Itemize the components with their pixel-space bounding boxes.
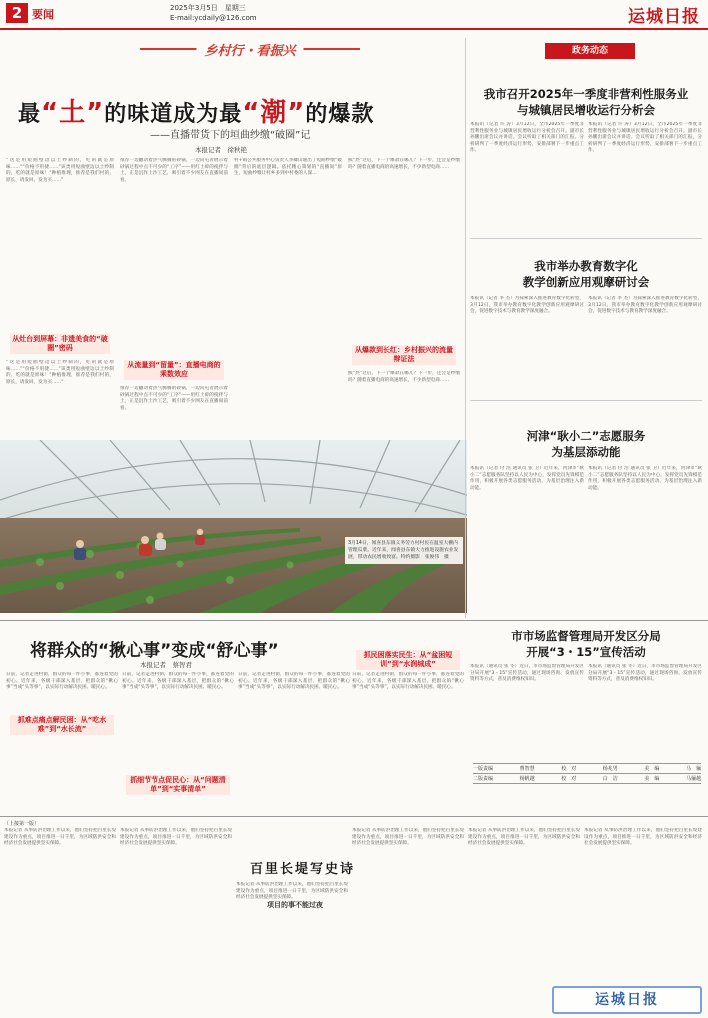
article-3-title-line-1: 河津“耿小二”志愿服务 — [526, 429, 646, 443]
feature-2-headline: 将群众的“揪心事”变成“舒心事” — [30, 641, 279, 661]
headline-part-3: 的爆款 — [305, 102, 375, 127]
bottom-column-6: 本报记者 从事防洪治理工作以来，他们坚持把百里长堤建设作为重点，项目推进一日千里，为区域防洪安全和经济社会发展提供坚实保障。 — [584, 828, 702, 847]
lead-column-2: 推荐一边翻动着热气腾腾的砂锅，一边向屯者展示着砂锅过程中点不可少的“工序”——用红土碎的搅拌与土，正是沉作土沙工艺，吸引着不少网友在直播间前看。 — [120, 158, 228, 183]
credit-value: 杨帆越 — [519, 776, 535, 782]
article-2-title-line-1: 我市举办教育数字化 — [534, 259, 638, 273]
feature-2-column-1: 日前，记者走进村街，群众的每一件小事，都连着党的初心。近年来，各级干部深入基层，把群众的“揪心事”当成“头等事”，以实际行动解决民困、暖民心。 — [6, 672, 118, 691]
lead-column-2b: 推荐一边翻动着热气腾腾的砂锅，一边向屯者展示着砂锅过程中点不可少的“工序”——用红土碎的搅拌与土，正是沉作土沙工艺，吸引着不少网友在直播间前看。 — [120, 386, 228, 411]
feature-2-column-3: 日前，记者走进村街，群众的每一件小事，都连着党的初心。近年来，各级干部深入基层，把群众的“揪心事”当成“头等事”，以实际行动解决民困、暖民心。 — [238, 672, 350, 691]
headline-part-2: 的味道成为最 — [104, 102, 243, 127]
lead-subhead-1: 从灶台到屏幕：非遗美食的“破圈”密码 — [10, 334, 110, 354]
greenhouse-illustration — [0, 440, 467, 613]
editor-credits — [473, 763, 701, 784]
article-1-title-line-2: 与城镇居民增收运行分析会 — [517, 103, 655, 117]
lead-column-1b: “这是用短曲壁边以土纱制的，吃的就是原味……”“价格不用捷……”该类用短曲壁边以土纱制的，吃的就是原味！“种植推理，推荐是我们村的，原长，请发回，发为买……” — [6, 360, 114, 385]
bottom-column-5: 本报记者 从事防洪治理工作以来，他们坚持把百里长堤建设作为重点，项目推进一日千里，为区域防洪安全和经济社会发展提供坚实保障。 — [468, 828, 580, 847]
credits-row-1 — [473, 763, 701, 773]
continued-from-page-1: （上接第一版） — [4, 821, 40, 827]
headline-part-1: 最 — [18, 102, 42, 127]
issue-date: 2025年3月5日 星期三 — [170, 4, 246, 12]
page-header — [0, 0, 708, 30]
greenhouse-photo — [0, 440, 467, 613]
article-2-body-left: 本报讯（记者 李 杰）为探索深入推进教育数字化转型，3月12日，我市举办教育数字化教学创新应用观摩研讨会，促进数字技术与教育教学深度融合。 — [470, 296, 584, 315]
feature-2-subhead-1: 抓难点痛点解民困：从“吃水难”到“水长流” — [10, 715, 114, 735]
section-label: 要闻 — [32, 8, 54, 21]
lead-column-1: “这是用短曲壁边以土纱制的，吃的就是原味……”“价格不用捷……”该类用短曲壁边以土纱制的，吃的就是原味！“种植推理，推荐是我们村的，原长，请发回，发为买……” — [6, 158, 114, 183]
article-4-body-right: 本报讯（通讯员 张 冬）近日，市市场监督管理局开发区分局开展“3・15”宣传活动，通过现场咨询、发放宣传资料等方式，普及消费维权知识。 — [588, 664, 702, 683]
section-divider — [0, 816, 708, 817]
lead-byline: 本报记者 徐秋艳 — [195, 146, 247, 154]
credit-value: 白 洁 — [602, 776, 618, 782]
bottom-column-2: 本报记者 从事防洪治理工作以来，他们坚持把百里长堤建设作为重点，项目推进一日千里，为区域防洪安全和经济社会发展提供坚实保障。 — [120, 828, 232, 847]
photo-caption: 3月14日，闻喜县东镇义务劳力村村民在温室大棚内管理瓜菜。近年来，闻喜县东镇大力推进设施农业发展，带动农民增收致富。特约摄影 张俊伟 摄 — [345, 537, 463, 564]
page-number: 2 — [6, 3, 28, 23]
section-divider — [0, 620, 708, 621]
bottom-column-4: 本报记者 从事防洪治理工作以来，他们坚持把百里长堤建设作为重点，项目推进一日千里，为区域防洪安全和经济社会发展提供坚实保障。 — [352, 828, 464, 847]
feature-2-column-4: 日前，记者走进村街，群众的每一件小事，都连着党的初心。近年来，各级干部深入基层，把群众的“揪心事”当成“头等事”，以实际行动解决民困、暖民心。 — [352, 672, 464, 691]
lead-column-4: 熊“热”过后，下一个爆款在哪儿？下一步，还会是纱缴吗？随着直播电商的高速增长，不少新型电商…… — [348, 158, 460, 170]
bottom-column-1: 本报记者 从事防洪治理工作以来，他们坚持把百里长堤建设作为重点，项目推进一日千里，为区域防洪安全和经济社会发展提供坚实保障。 — [4, 828, 116, 847]
lead-column-3: 村+镇公共服务中心负责人李卿山通出了短曲纱缴“破圈”背后的底层逻辑。依托精心策划的“直播间”原生，短曲纱缴让村乡多到中村委的人深… — [234, 158, 342, 177]
headline-highlight-chao: “潮” — [242, 98, 306, 128]
article-4-title-line-1: 市市场监督管理局开发区分局 — [511, 629, 661, 643]
contact-email: E-mail:ycdaily@126.com — [170, 14, 257, 22]
feature-3-headline: 百里长堤写史诗 — [250, 862, 356, 877]
article-3-title-line-2: 为基层添动能 — [551, 445, 621, 459]
article-1-body-right: 本报讯（记者 许 涛）3月12日，全市2025年一季度非营利性服务业与城镇居民增收运行分析会召开。副市长孙鹏出席会议并讲话。会议听取了相关部门的汇报，分析研判了一季度经济运行形势，安排部署下一步重点工作。 — [588, 122, 702, 154]
lead-headline — [18, 92, 458, 129]
watermark-logo: 运城日报 — [552, 986, 702, 1014]
article-3-body-left: 本报讯（记者 付 浩 通讯员 张 卫）近年来，河津市“耿小二”志愿服务队坚持以人民为中心，发挥党员先锋模范作用，积极开展各类志愿服务活动，为基层治理注入新动能。 — [470, 466, 584, 491]
section-banner — [140, 40, 360, 58]
article-divider — [470, 238, 702, 239]
feature-2-subhead-2: 抓细节节点促民心：从“问题清单”到“实事清单” — [126, 775, 230, 795]
article-1-title-line-1: 我市召开2025年一季度非营利性服务业 — [483, 87, 689, 101]
header-date-block — [170, 3, 257, 23]
credit-label: 校 对 — [561, 766, 577, 772]
credit-label: 美 编 — [644, 766, 660, 772]
lead-subhead-2: 从流量到“留量”：直播电商的乘数效应 — [124, 360, 224, 380]
credit-value: 曹智慧 — [519, 766, 535, 772]
credit-label: 一版责编 — [473, 766, 494, 772]
credit-label: 二版责编 — [473, 776, 494, 782]
feature-2-subhead-3: 抓民困落实民生：从“盆困短训”到“水润城成” — [356, 650, 460, 670]
lead-subheadline: ——直播带货下的垣曲纱缴“破圈”记 — [150, 130, 311, 141]
column-divider — [465, 38, 466, 618]
article-2-title-line-2: 教学创新应用观摩研讨会 — [522, 275, 650, 289]
credit-value: 杨兆男 — [602, 766, 618, 772]
credit-label: 美 编 — [644, 776, 660, 782]
lead-subhead-3: 从爆款到长红：乡村振兴的流量辩证法 — [352, 345, 456, 365]
feature-3-subhead: 项目的事不能过夜 — [267, 901, 323, 909]
article-2-body-right: 本报讯（记者 李 杰）为探索深入推进教育数字化转型，3月12日，我市举办教育数字化教学创新应用观摩研讨会，促进数字技术与教育教学深度融合。 — [588, 296, 702, 315]
article-divider — [470, 400, 702, 401]
article-1-body-left: 本报讯（记者 许 涛）3月12日，全市2025年一季度非营利性服务业与城镇居民增收运行分析会召开。副市长孙鹏出席会议并讲话。会议听取了相关部门的汇报，分析研判了一季度经济运行形势，安排部署下一步重点工作。 — [470, 122, 584, 154]
article-3-body-right: 本报讯（记者 付 浩 通讯员 张 卫）近年来，河津市“耿小二”志愿服务队坚持以人民为中心，发挥党员先锋模范作用，积极开展各类志愿服务活动，为基层治理注入新动能。 — [588, 466, 702, 491]
lead-column-4b: 熊“热”过后，下一个爆款在哪儿？下一步，还会是纱缴吗？随着直播电商的高速增长，不少新型电商…… — [348, 371, 460, 383]
article-4-title-line-2: 开展“3・15”宣传活动 — [526, 645, 646, 659]
newspaper-logo: 运城日报 — [628, 7, 700, 27]
feature-2-column-2: 日前，记者走进村街，群众的每一件小事，都连着党的初心。近年来，各级干部深入基层，把群众的“揪心事”当成“头等事”，以实际行动解决民困、暖民心。 — [122, 672, 234, 691]
credit-value: 马骊越 — [685, 776, 701, 782]
article-4-body-left: 本报讯（通讯员 张 冬）近日，市市场监督管理局开发区分局开展“3・15”宣传活动，通过现场咨询、发放宣传资料等方式，普及消费维权知识。 — [470, 664, 584, 683]
bottom-column-3: 本报记者 从事防洪治理工作以来，他们坚持把百里长堤建设作为重点，项目推进一日千里，为区域防洪安全和经济社会发展提供坚实保障。 — [236, 882, 348, 901]
credit-value: 马 骊 — [685, 766, 701, 772]
department-label: 政务动态 — [545, 43, 635, 59]
credit-label: 校 对 — [561, 776, 577, 782]
feature-2-byline: 本报记者 蔡智君 — [140, 661, 192, 669]
credits-row-2 — [473, 773, 701, 784]
banner-label: 乡村行・看振兴 — [196, 40, 303, 59]
headline-highlight-tu: “土” — [41, 98, 105, 128]
